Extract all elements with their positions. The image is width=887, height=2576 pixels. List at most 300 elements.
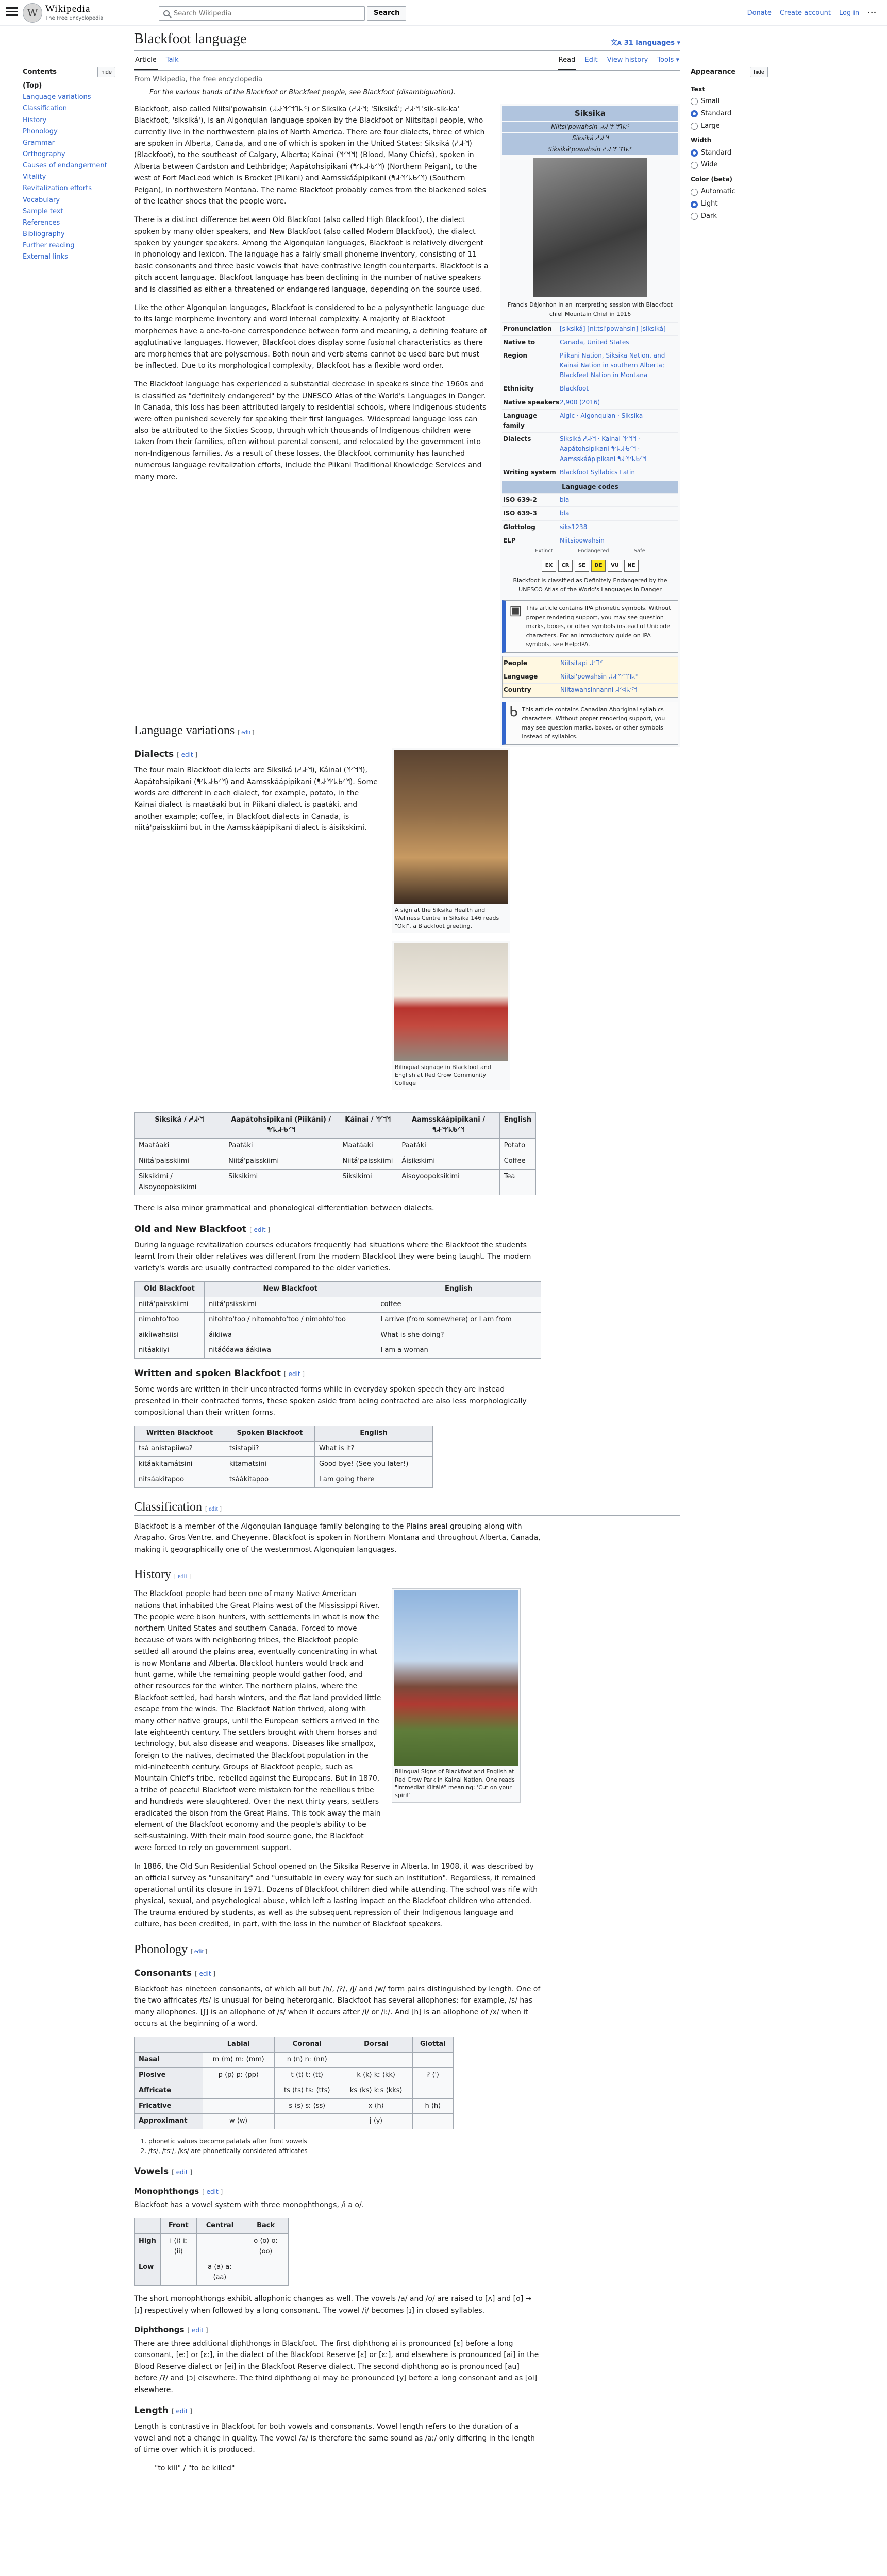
table-cell: i ⟨i⟩ iː ⟨ii⟩ [160,2234,196,2260]
table-cell: Coffee [499,1154,535,1170]
tab-edit[interactable]: Edit [584,56,598,64]
column-header: Dorsal [340,2037,412,2053]
column-header: Aapátohsipikani (Piikáni) / ᖳᐟᖾᖽᐧᑲᐟᖿ [224,1112,338,1139]
radio-label: Standard [701,109,732,117]
table-header-row [135,1282,541,1297]
syllabics-notice-icon: ᑲ [509,704,518,720]
search-button[interactable]: Search [367,6,406,21]
table-row [135,1328,541,1343]
radio-icon[interactable] [691,201,698,208]
tab-view-history[interactable]: View history [607,56,648,64]
infobox-codes [502,493,678,547]
edit-link[interactable]: edit [241,728,251,736]
infobox-value[interactable]: Niitawahsinnanni ᖹᐟᐊᖾᑉᖻ [560,686,637,694]
siksika-sign-image [394,750,508,904]
edit-link[interactable]: edit [181,751,193,759]
radio-icon[interactable] [691,110,698,117]
old-new-paragraph: During language revitalization courses educators frequently had situations where the Blackfoot the students learnt from their older relatives was different from the modern Blackfoot they were being taught. The modern variety's words are usually contracted compared to the older varieties. [134,1241,531,1273]
tab-read[interactable]: Read [558,54,577,70]
toc-item[interactable] [23,160,115,172]
table-cell: k ⟨k⟩ kː ⟨kk⟩ [340,2068,412,2083]
radio-icon[interactable] [691,189,698,196]
table-cell: niitá'paisskiimi [135,1297,205,1312]
toc-item[interactable] [23,240,115,251]
infobox-row [503,670,678,683]
table-cell [203,2083,274,2098]
column-header: Spoken Blackfoot [225,1426,314,1442]
endangerment-label: Extinct [535,548,553,554]
toc-item[interactable] [23,126,115,138]
column-header [135,2037,203,2053]
wikipedia-logo-icon[interactable]: W [23,3,42,23]
column-header: English [499,1112,535,1139]
consonant-note: 2. /ts/, /tsː/, /ks/ are phonetically considered affricates [148,2146,680,2156]
subsection-consonants: Consonants [ edit ] [134,1968,216,1978]
subsection-length: Length [ edit ] [134,2405,192,2416]
infobox-title: Siksika [502,106,678,121]
endangerment-scale [502,560,678,572]
site-header [0,0,887,26]
length-example: "to kill" / "to be killed" [155,2464,235,2473]
dialects-paragraph: The four main Blackfoot dialects are Siksiká (ᓱᖽᐧᖿ), Káinai (ᖿᐟᖻᖿ), Aapátohsipikani (ᖳᐟᖾᖽᐧᑲᐟᖿ) and Aamsskáápipikani (ᖳᖽᐧᖿᐟᖾᑲᐟᖿ). Some words are different in each dialect, for example, potato, in the Kainai dialect is maatáaki but in Piikani dialect is paatáki, and another example; coffee, in Blackfoot dialects in Canada, is niitá'paisskiimi but in the Aamsskáápipikani dialect is áisikskimi. [134,766,378,833]
table-cell: n ⟨n⟩ nː ⟨nn⟩ [275,2053,340,2068]
toc-link[interactable]: Further reading [23,242,75,250]
table-row [135,2083,454,2098]
subsubsection-diphthongs: Diphthongs [ edit ] [134,2325,208,2334]
subsection-title: Consonants [134,1968,192,1978]
table-cell: x ⟨h⟩ [340,2098,412,2114]
appearance-title: Appearance [691,68,736,76]
length-paragraph: Length is contrastive in Blackfoot for both vowels and consonants. Vowel length refers to the duration of a vowel and not a change in quality. The vowel /a/ is therefore the same sound as /aː/ only differing in the length of time over which it is produced. [134,2422,535,2454]
toc-item[interactable] [23,183,115,194]
search-box[interactable] [159,6,365,21]
table-cell: nitohto'too / nitomohto'too / nimohto'too [205,1312,376,1328]
table-cell: Potato [499,1139,535,1154]
infobox-value[interactable]: bla [560,496,570,504]
width-option[interactable] [691,160,768,171]
consonants-paragraph: Blackfoot has nineteen consonants, of which all but /h/, /ʔ/, /j/ and /w/ form pairs distinguished by length. One of the two affricates /ts/ is unusual for being heterorganic. Blackfoot has several allophones: for example, /s/ has many allophones. [ʃ] is an allophone of /s/ when it occurs after /i/ or /iː/. And [h] is an allophone of /x/ when it occurs at the beginning of a word. [134,1985,541,2028]
table-cell: tsáákitapoo [225,1472,314,1487]
radio-label: Small [701,97,720,105]
table-cell: j ⟨y⟩ [340,2114,412,2129]
tab-talk[interactable]: Talk [165,56,179,64]
infobox-row [503,656,678,670]
table-header-row [135,1426,433,1442]
table-cell: Áisikskimi [397,1154,499,1170]
infobox-row [502,382,678,395]
infobox-key: ISO 639-3 [503,510,537,517]
width-label: Width [691,137,712,144]
row-header: Plosive [135,2068,203,2083]
toc-link[interactable]: Language variations [23,93,91,101]
tab-tools[interactable]: Tools ▾ [657,56,679,64]
text-size-options [691,96,768,131]
table-cell: Niitá'paisskiimi [135,1154,224,1170]
column-header: English [376,1282,541,1297]
page-tabs [134,54,680,71]
edit-link[interactable]: edit [208,1504,218,1512]
subsection-title: Length [134,2405,169,2416]
toc-item[interactable] [23,103,115,114]
infobox-photo-caption: Francis Déjonhon in an interpreting session with Blackfoot chief Mountain Chief in 1916 [508,301,673,317]
table-row [135,1442,433,1457]
wordmark[interactable]: Wikipedia [45,4,91,14]
color-option[interactable] [691,187,768,197]
color-option[interactable] [691,211,768,222]
table-cell: I arrive (from somewhere) or I am from [376,1312,541,1328]
infobox-value[interactable]: Niitsipowahsin [560,536,605,544]
infobox-native-1: Niitsi'powahsin ᖹᖽᐧᖿᐟᖻᒉᖾᑉ [502,121,678,132]
toc-link[interactable]: Phonology [23,127,58,135]
table-row [135,2098,454,2114]
table-cell: ks ⟨ks⟩ kːs ⟨kks⟩ [340,2083,412,2098]
infobox-native-3: Siksiká'powahsin ᓱᖽᐧᖿᐟᖻᒉᖾᑉ [502,144,678,155]
subsection-title: Old and New Blackfoot [134,1224,246,1234]
infobox-value[interactable]: Siksiká ᓱᖽᐧᖿ · Kainai ᖿᐟᖻᖿ · Aapátohsipikani ᖳᐟᖾᖽᐧᑲᐟᖿ · Aamsskáápipikani ᖳᖽᐧᖿᐟᖾᑲᐟᖿ [560,435,646,463]
table-cell [243,2260,289,2286]
table-cell: What is she doing? [376,1328,541,1343]
create-account-link[interactable]: Create account [779,9,831,17]
infobox-key: Ethnicity [503,385,534,393]
table-cell: Siksikimi / Aisoyoopoksikimi [135,1169,224,1195]
infobox-row [502,506,678,520]
toc-link[interactable]: Orthography [23,150,65,158]
infobox-key: Pronunciation [503,325,552,332]
figure-bilingual-signage[interactable] [392,941,510,1090]
infobox-key: Native to [503,338,535,346]
main-menu-icon[interactable] [6,7,18,16]
radio-icon[interactable] [691,162,698,169]
intro-paragraph-2: There is a distinct difference between Old Blackfoot (also called High Blackfoot), the dialect spoken by many older speakers, and New Blackfoot (also called Modern Blackfoot), the dialect spoken by younger speakers. Among the Algonquian languages, Blackfoot is relatively divergent in phonology and lexicon. The language has a fairly small phoneme inventory, consisting of 11 basic consonants and three basic vowels that have contrastive length counterparts. Blackfoot is a pitch accent language. Blackfoot language has been declining in the number of native speakers and is classified as either a threatened or endangered language, depending on the source used. [134,216,489,294]
old-new-table [134,1281,541,1359]
infobox-value[interactable]: Niitsitapi ᖹᐟᖷᑉ [560,659,603,667]
toc-link[interactable]: Sample text [23,207,63,215]
infobox-key: Country [504,686,531,694]
column-header: Front [160,2218,196,2234]
table-cell: Tea [499,1169,535,1195]
column-header: Back [243,2218,289,2234]
page-title: Blackfoot language [134,31,247,47]
infobox-value[interactable]: [siksiká] [niːtsiˈpowahsin] [siksiká] [560,325,666,332]
subsection-vowels: Vowels [ edit ] [134,2166,193,2177]
column-header: Central [196,2218,243,2234]
language-codes-header: Language codes [502,481,678,493]
color-option[interactable] [691,199,768,210]
edit-link[interactable]: edit [199,1970,211,1977]
languages-count: 31 languages [624,39,675,47]
table-row [135,2053,454,2068]
row-header: High [135,2234,161,2260]
endangerment-label: Safe [633,548,645,554]
endangerment-level: DE [591,560,606,572]
subsection-dialects: Dialects [ edit ] [134,749,198,760]
row-header: Nasal [135,2053,203,2068]
edit-link[interactable]: edit [176,2407,188,2415]
table-cell: nitáóóawa áákiiwa [205,1343,376,1359]
table-cell [196,2234,243,2260]
infobox-row [502,409,678,432]
table-cell: Siksikimi [338,1169,397,1195]
infobox-native-2: Siksiká ᓱᖽᐧᖿ [502,132,678,144]
toc-item[interactable] [23,149,115,160]
table-cell: a ⟨a⟩ aː ⟨aa⟩ [196,2260,243,2286]
table-cell: niitá'psikskimi [205,1297,376,1312]
endangerment-level: CR [558,560,573,572]
table-cell: Niitá'paisskiimi [224,1154,338,1170]
table-cell: áikiiwa [205,1328,376,1343]
more-options-icon[interactable]: ··· [867,9,877,17]
infobox-row [502,493,678,506]
radio-label: Wide [701,161,718,169]
search-input[interactable] [174,10,349,18]
subsubsection-title: Diphthongs [134,2325,185,2334]
section-title: Language variations [134,723,235,737]
radio-icon[interactable] [691,98,698,105]
subsection-old-new: Old and New Blackfoot [ edit ] [134,1224,270,1234]
table-cell: Niitá'paisskiimi [338,1154,397,1170]
row-header: Fricative [135,2098,203,2114]
radio-icon[interactable] [691,123,698,130]
toc-item[interactable] [23,229,115,240]
text-size-option[interactable] [691,96,768,107]
infobox-value[interactable]: 2,900 (2016) [560,398,600,406]
edit-link[interactable]: edit [176,2168,188,2176]
edit-link[interactable]: edit [254,1226,266,1233]
width-option[interactable] [691,148,768,159]
table-cell: s ⟨s⟩ sː ⟨ss⟩ [275,2098,340,2114]
toc-item[interactable] [23,206,115,217]
infobox-value[interactable]: bla [560,510,570,517]
section-title: History [134,1568,171,1582]
infobox-key: Language family [503,412,538,430]
infobox-row [502,432,678,466]
infobox-row [502,349,678,382]
subsection-written-spoken: Written and spoken Blackfoot [ edit ] [134,1368,305,1379]
text-size-label: Text [691,85,706,93]
infobox-row [502,335,678,349]
table-cell: I am a woman [376,1343,541,1359]
infobox-photo[interactable] [533,158,647,297]
appearance-panel [691,67,768,224]
table-cell: kitamatsini [225,1457,314,1472]
endangerment-level: VU [608,560,622,572]
bilingual-signage-image [394,943,508,1061]
toc-item[interactable] [23,115,115,126]
table-of-contents [23,67,115,263]
table-cell: I am going there [314,1472,432,1487]
toc-item[interactable] [23,195,115,206]
table-row [135,2114,454,2129]
toc-link[interactable]: External links [23,253,68,261]
infobox-people [502,656,678,698]
hatnote: For the various bands of the Blackfoot or Blackfeet people, see Blackfoot (disambiguation). [149,88,456,96]
infobox-key: Writing system [503,468,556,476]
table-cell: Siksikimi [224,1169,338,1195]
edit-link[interactable]: edit [288,1370,300,1378]
infobox-value[interactable]: Algic · Algonquian · Siksika [560,412,643,419]
table-cell: aikíiwahsiisi [135,1328,205,1343]
figure-red-crow-park-sign[interactable] [392,1588,521,1803]
toc-item[interactable] [23,251,115,263]
after-dialect-paragraph: There is also minor grammatical and phonological differentiation between dialects. [134,1204,434,1213]
toc-link[interactable]: Vocabulary [23,196,60,204]
column-header: Glottal [412,2037,453,2053]
table-header-row [135,2218,289,2234]
infobox-value[interactable]: siks1238 [560,523,588,531]
written-paragraph: Some words are written in their uncontracted forms while in everyday spoken speech they are instead presented in their contracted forms, these spoken aside from being contracted are also less morphologically compositional than their written forms. [134,1385,527,1417]
ipa-notice [502,600,678,653]
table-row [135,2234,289,2260]
toc-link[interactable]: History [23,116,47,124]
column-header: Old Blackfoot [135,1282,205,1297]
table-cell [412,2114,453,2129]
ipa-notice-icon: ▣ [509,603,522,619]
history-paragraph-2: In 1886, the Old Sun Residential School opened on the Siksika Reserve in Alberta. In 1908, it was described by an official survey as "unsanitary" and "unsuitable in every way for such an institution". Regardless, it remained operational until its closure in 1971. Dozens of Blackfoot children died while attending. The school was rife with physical, sexual, and psychological abuse, which left a lasting impact on the Blackfoot children who attended. The trauma endured by students, as well as the subsequent repression of their Indigenous language and culture, has been credited, in part, with the loss in the number of Blackfoot speakers. [134,1862,538,1929]
table-cell: What is it? [314,1442,432,1457]
tools-label: Tools [657,56,674,64]
infobox-key: Dialects [503,435,531,443]
radio-label: Standard [701,148,732,157]
written-table [134,1426,433,1487]
syllabics-notice-text: This article contains Canadian Aboriginal syllabics characters. Without proper rendering support, you may see question marks, boxes, or other symbols instead of syllabics. [522,706,665,740]
infobox-row [502,534,678,547]
text-size-option[interactable] [691,121,768,132]
table-row [135,1154,536,1170]
toc-item[interactable] [23,172,115,183]
column-header: Siksiká / ᓱᖽᐧᖿ [135,1112,224,1139]
table-row [135,1169,536,1195]
table-cell: coffee [376,1297,541,1312]
toc-link[interactable]: Causes of endangerment [23,162,107,170]
table-row [135,1312,541,1328]
endangerment-label: Endangered [578,548,609,554]
toc-item[interactable] [23,80,115,92]
subsubsection-title: Monophthongs [134,2186,199,2196]
from-wikipedia: From Wikipedia, the free encyclopedia [134,76,263,84]
infobox-value[interactable]: Piikani Nation, Siksika Nation, and Kainai Nation in southern Alberta; Blackfeet Nation in Montana [560,351,665,379]
article-text [134,104,490,483]
intro-paragraph-4: The Blackfoot language has experienced a substantial decrease in speakers since the 1960s and is classified as "definitely endangered" by the UNESCO Atlas of the World's Languages in Danger. In Canada, this loss has been attributed largely to residential schools, where Indigenous students were often punished severely for speaking their first languages. Widespread language loss can also be attributed to the Sixties Scoop, through which thousands of Indigenous children were taken from their families, often without parental consent, and relocated by the government into non-Indigenous families. As a result of these losses, the Blackfoot community has launched numerous language revitalization efforts, include the Piikani Traditional Knowledge Services and many more. [134,380,487,481]
main-content [134,30,680,2482]
languages-button[interactable]: 文ᴀ 31 languages ▾ [610,39,680,47]
infobox-value[interactable]: Blackfoot [560,385,589,393]
infobox-value[interactable]: Blackfoot Syllabics Latin [560,468,635,476]
row-header: Approximant [135,2114,203,2129]
table-cell: p ⟨p⟩ pː ⟨pp⟩ [203,2068,274,2083]
column-header: Written Blackfoot [135,1426,225,1442]
table-cell: Maatáaki [135,1139,224,1154]
toc-item[interactable] [23,217,115,229]
edit-link[interactable]: edit [178,1572,187,1580]
intro-paragraph-1: Blackfoot, also called Niitsi'powahsin (ᖹᖽᐧᖿᐟᖻᒉᖾᑉ) or Siksika (ᓱᖽᐧᖿ; 'Siksiká'; ᓱᖽᐧᖿ 'sik-sik-ka' Blackfoot, 'siksiká'), is an Algonquian language spoken by the Blackfoot or Niitsitapi people, who currently live in the northwestern plains of North America. There are four dialects, three of which are spoken in Alberta, Canada, and one of which is spoken in the United States: Siksiká (ᓱᖽᐧᖿ) (Blackfoot), to the southeast of Calgary, Alberta; Kainai (ᖿᐟᖻᖿ) (Blood, Many Chiefs), spoken in Alberta between Cardston and Lethbridge; Aapátohsipikani (ᖳᐟᖾᖽᐧᑲᐟᖿ) (Northern Peigan), to the west of Fort MacLeod which is Brocket (Piikani) and Aamsskáápipikani (ᖳᖽᐧᖿᐟᖾᑲᐟᖿ) (Southern Peigan), in northwestern Montana. The name Blackfoot probably comes from the blackened soles of the leather shoes that the people wore. [134,105,487,206]
section-history: History [ edit ] [134,1567,680,1583]
edit-link[interactable]: edit [192,2326,204,2334]
table-cell: tsistapii? [225,1442,314,1457]
red-crow-park-image [394,1590,518,1766]
endangerment-level: EX [542,560,556,572]
toc-list [23,80,115,263]
toc-link[interactable]: Classification [23,105,68,113]
infobox-value[interactable]: Niitsi'powahsin ᖹᖽᐧᖿᐟᖻᒉᖾᑉ [560,673,639,681]
table-row [135,1343,541,1359]
radio-label: Automatic [701,188,735,196]
table-cell: kitáakitamátsini [135,1457,225,1472]
text-size-option[interactable] [691,109,768,120]
login-link[interactable]: Log in [839,9,860,17]
toc-title: Contents [23,68,57,76]
toc-link[interactable]: Revitalization efforts [23,184,92,193]
figure-siksika-sign[interactable] [392,748,510,933]
table-row [135,1297,541,1312]
infobox-row [502,466,678,479]
table-cell: Good bye! (See you later!) [314,1457,432,1472]
column-header: Labial [203,2037,274,2053]
tagline: The Free Encyclopedia [45,15,104,21]
table-cell: nitáakiiyi [135,1343,205,1359]
table-cell: w ⟨w⟩ [203,2114,274,2129]
table-cell [160,2260,196,2286]
infobox-row [503,683,678,697]
section-phonology: Phonology [ edit ] [134,1942,680,1958]
radio-icon[interactable] [691,149,698,157]
subsection-title: Written and spoken Blackfoot [134,1368,281,1379]
table-cell [340,2053,412,2068]
toc-item[interactable] [23,92,115,103]
toc-link[interactable]: Grammar [23,139,55,147]
infobox-row [502,396,678,409]
radio-icon[interactable] [691,213,698,220]
table-cell: o ⟨o⟩ oː ⟨oo⟩ [243,2234,289,2260]
infobox [500,104,680,747]
infobox-key: Language [504,673,538,681]
endangerment-scale-labels [502,547,678,555]
donate-link[interactable]: Donate [747,9,772,17]
tab-article[interactable]: Article [134,54,158,70]
column-header: English [314,1426,432,1442]
syllabics-notice [502,702,678,745]
table-row [135,1457,433,1472]
column-header: Coronal [275,2037,340,2053]
table-cell: Aisoyoopoksikimi [397,1169,499,1195]
table-cell: ʔ ⟨'⟩ [412,2068,453,2083]
toc-item[interactable] [23,138,115,149]
infobox-key: ELP [503,536,516,544]
ipa-notice-text: This article contains IPA phonetic symbols. Without proper rendering support, you may see question marks, boxes, or other symbols instead of Unicode characters. For an introductory guide on IPA symbols, see Help:IPA. [526,605,671,648]
infobox-key: Glottolog [503,523,535,531]
column-header: Aamsskáápipikani / ᖳᖽᐧᖿᐟᖾᑲᐟᖿ [397,1112,499,1139]
infobox-value[interactable]: Canada, United States [560,338,629,346]
edit-link[interactable]: edit [206,2188,219,2195]
toc-link[interactable]: (Top) [23,82,42,90]
appearance-hide-button[interactable]: hide [750,67,768,77]
table-row [135,2068,454,2083]
toc-link[interactable]: Bibliography [23,230,65,238]
table-cell [412,2083,453,2098]
dialect-table [134,1112,536,1196]
toc-link[interactable]: Vitality [23,173,46,181]
edit-link[interactable]: edit [194,1947,204,1955]
user-links [747,8,877,19]
toc-hide-button[interactable]: hide [97,67,115,77]
endangerment-note: Blackfoot is classified as Definitely Endangered by the UNESCO Atlas of the World's Languages in Danger [513,577,667,593]
table-cell: nimohto'too [135,1312,205,1328]
figure-caption: Bilingual Signs of Blackfoot and English at Red Crow Park in Kainai Nation. One reads "Immédiat Kiitálé" meaning: 'Cut on your spirit' [395,1768,515,1799]
section-title: Classification [134,1500,202,1514]
infobox-key: ISO 639-2 [503,496,537,504]
classification-paragraph: Blackfoot is a member of the Algonquian language family belonging to the Plains areal grouping along with Arapaho, Gros Ventre, and Cheyenne. Blackfoot is spoken in Northern Montana and throughout Alberta, Canada, making it geographically one of the westernmost Algonquian languages. [134,1522,541,1554]
toc-link[interactable]: References [23,218,60,227]
subsection-title: Dialects [134,749,174,760]
